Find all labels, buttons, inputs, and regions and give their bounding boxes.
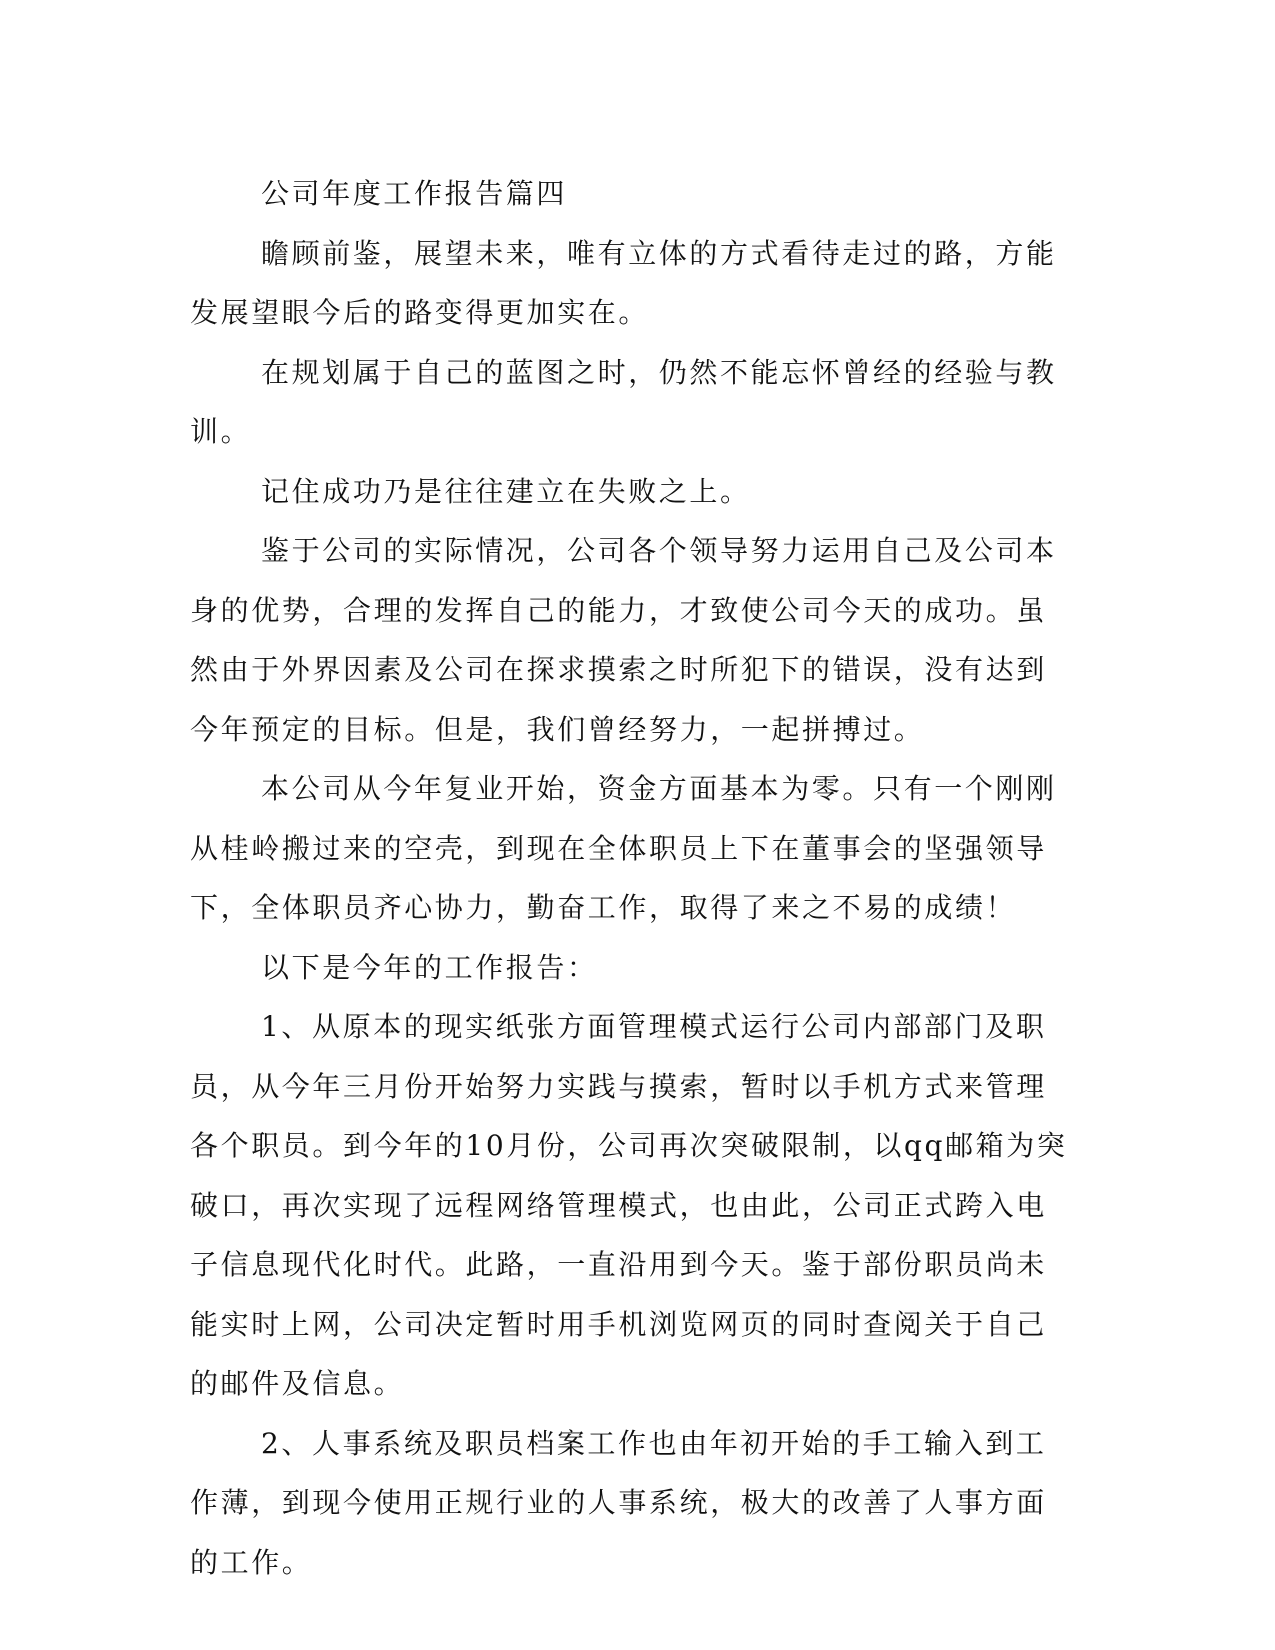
paragraph-item-1: 1、从原本的现实纸张方面管理模式运行公司内部部门及职员，从今年三月份开始努力实践与摸索，暂时以手机方式来管理各个职员。到今年的10月份，公司再次突破限制，以qq邮箱为突破口，再次实现了远程网络管理模式，也由此，公司正式跨入电子信息现代化时代。此路，一直沿用到今天。鉴于部份职员尚未能实时上网，公司决定暂时用手机浏览网页的同时查阅关于自己的邮件及信息。 — [190, 1010, 1068, 1400]
paragraph-outlook: 瞻顾前鉴，展望未来，唯有立体的方式看待走过的路，方能发展望眼今后的路变得更加实在。 — [190, 236, 1057, 329]
paragraph-success: 记住成功乃是往往建立在失败之上。 — [261, 474, 751, 508]
paragraph-item-2: 2、人事系统及职员档案工作也由年初开始的手工输入到工作薄，到现今使用正规行业的人事系统，极大的改善了人事方面的工作。 — [190, 1426, 1047, 1579]
paragraph-report-intro: 以下是今年的工作报告： — [261, 950, 598, 984]
paragraph-restart: 本公司从今年复业开始，资金方面基本为零。只有一个刚刚从桂岭搬过来的空壳，到现在全体职员上下在董事会的坚强领导下，全体职员齐心协力，勤奋工作，取得了来之不易的成绩！ — [190, 772, 1057, 924]
document-body — [190, 164, 1075, 1592]
paragraph-company-situation: 鉴于公司的实际情况，公司各个领导努力运用自己及公司本身的优势，合理的发挥自己的能力，才致使公司今天的成功。虽然由于外界因素及公司在探求摸索之时所犯下的错误，没有达到今年预定的目标。但是，我们曾经努力，一起拼搏过。 — [190, 534, 1057, 746]
paragraph-blueprint: 在规划属于自己的蓝图之时，仍然不能忘怀曾经的经验与教训。 — [190, 355, 1057, 448]
document-title: 公司年度工作报告篇四 — [261, 177, 568, 210]
